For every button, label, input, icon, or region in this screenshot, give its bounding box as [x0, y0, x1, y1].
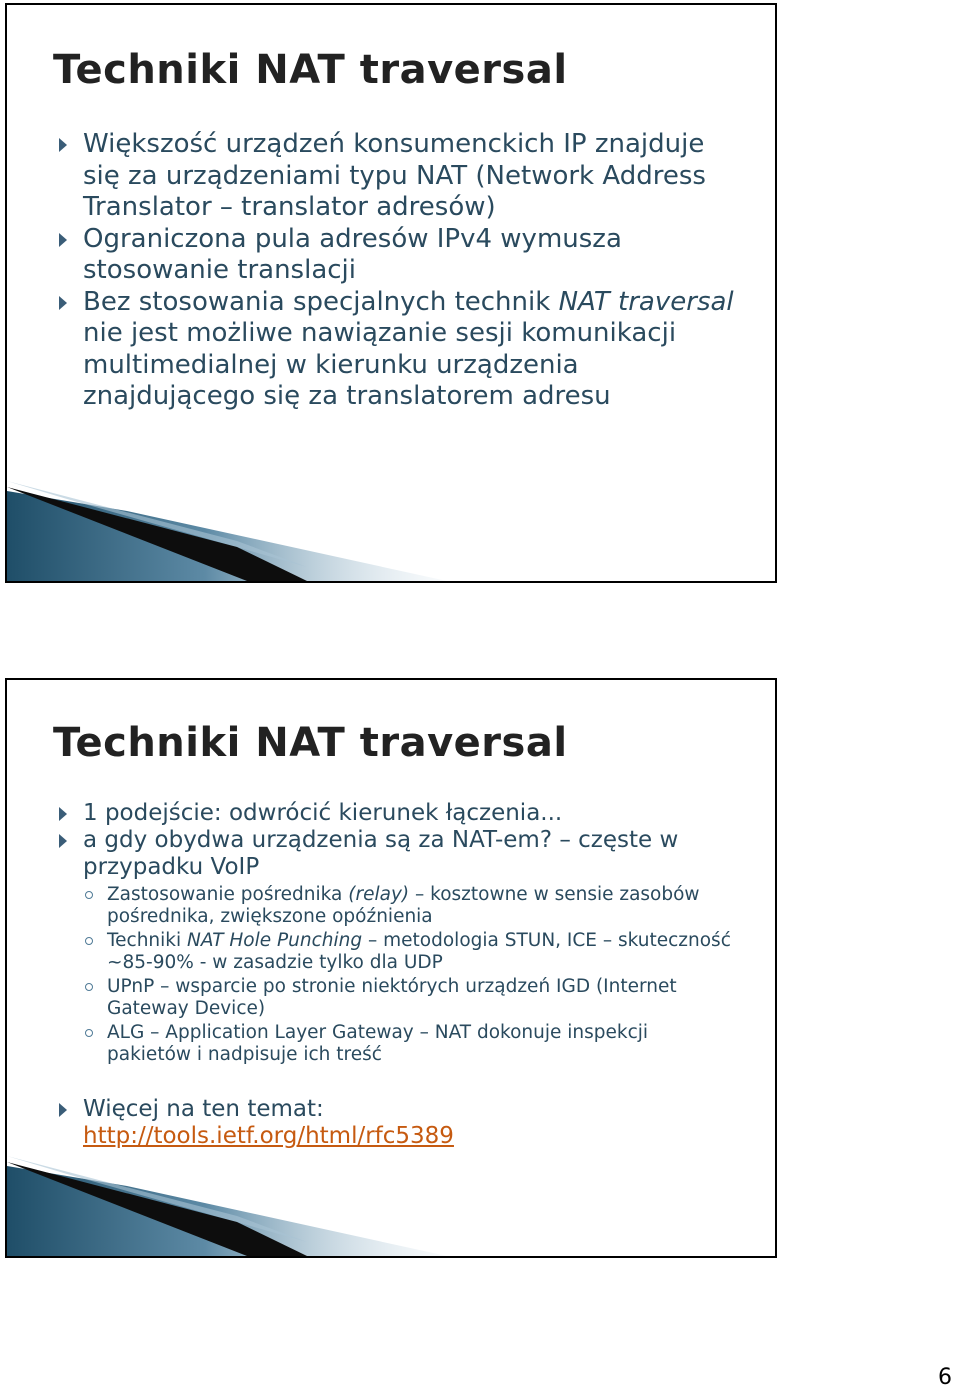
- triangle-arrow-icon: [59, 834, 67, 848]
- list-item: [55, 129, 735, 224]
- rfc-link[interactable]: http://tools.ietf.org/html/rfc5389: [83, 1123, 454, 1149]
- triangle-arrow-icon: [59, 807, 67, 821]
- sub-list-item: [83, 976, 735, 1020]
- sub-list-item: [83, 884, 735, 928]
- sub-text-italic: NAT Hole Punching: [187, 930, 363, 951]
- bullet-list: [55, 129, 735, 413]
- slide-2: [5, 678, 777, 1258]
- sub-text-post: – kosztowne w sensie zasobów pośrednika, zwiększone opóźnienia: [107, 884, 700, 927]
- sub-text: UPnP – wsparcie po stronie niektórych urządzeń IGD (Internet Gateway Device): [107, 976, 677, 1019]
- spacer: [55, 1072, 735, 1096]
- slide-decoration: [7, 481, 777, 581]
- hollow-circle-icon: [85, 937, 93, 945]
- sub-text-pre: Techniki: [107, 930, 188, 951]
- sub-list-item: [83, 930, 735, 974]
- hollow-circle-icon: [85, 1029, 93, 1037]
- bullet-text: 1 podejście: odwrócić kierunek łączenia...: [83, 800, 563, 826]
- bullet-text: Większość urządzeń konsumenckich IP znajduje się za urządzeniami typu NAT (Network Address Translator – translator adresów): [83, 129, 706, 222]
- slide-1: [5, 3, 777, 583]
- slide-title: Techniki NAT traversal: [53, 720, 568, 766]
- list-item: [55, 287, 735, 413]
- page-number: 6: [938, 1365, 952, 1390]
- list-item: [55, 800, 735, 827]
- hollow-circle-icon: [85, 983, 93, 991]
- sub-text-italic: (relay): [348, 884, 410, 905]
- hollow-circle-icon: [85, 891, 93, 899]
- triangle-arrow-icon: [59, 233, 67, 247]
- sub-list-item: [83, 1022, 735, 1066]
- list-item: [55, 827, 735, 1066]
- triangle-arrow-icon: [59, 1103, 67, 1117]
- slide-decoration: [7, 1156, 777, 1256]
- triangle-arrow-icon: [59, 296, 67, 310]
- bullet-text-post: nie jest możliwe nawiązanie sesji komunikacji multimedialnej w kierunku urządzenia znajdującego się za translatorem adresu: [83, 318, 677, 411]
- sub-text-post: – metodologia STUN, ICE – skuteczność ~85-90% - w zasadzie tylko dla UDP: [107, 930, 731, 973]
- sub-bullet-list: [83, 884, 735, 1066]
- list-item: [55, 1096, 735, 1150]
- bullet-text: Ograniczona pula adresów IPv4 wymusza stosowanie translacji: [83, 223, 622, 285]
- bullet-text: a gdy obydwa urządzenia są za NAT-em? – częste w przypadku VoIP: [83, 827, 679, 880]
- sub-text-pre: Zastosowanie pośrednika: [107, 884, 349, 905]
- list-item: [55, 224, 735, 287]
- bullet-list: [55, 800, 735, 1150]
- bullet-text-italic: NAT traversal: [558, 286, 734, 317]
- bullet-text-pre: Bez stosowania specjalnych technik: [83, 286, 559, 317]
- triangle-arrow-icon: [59, 138, 67, 152]
- sub-text: ALG – Application Layer Gateway – NAT dokonuje inspekcji pakietów i nadpisuje ich treść: [107, 1022, 649, 1065]
- more-label: Więcej na ten temat:: [83, 1096, 324, 1122]
- slide-title: Techniki NAT traversal: [53, 47, 568, 93]
